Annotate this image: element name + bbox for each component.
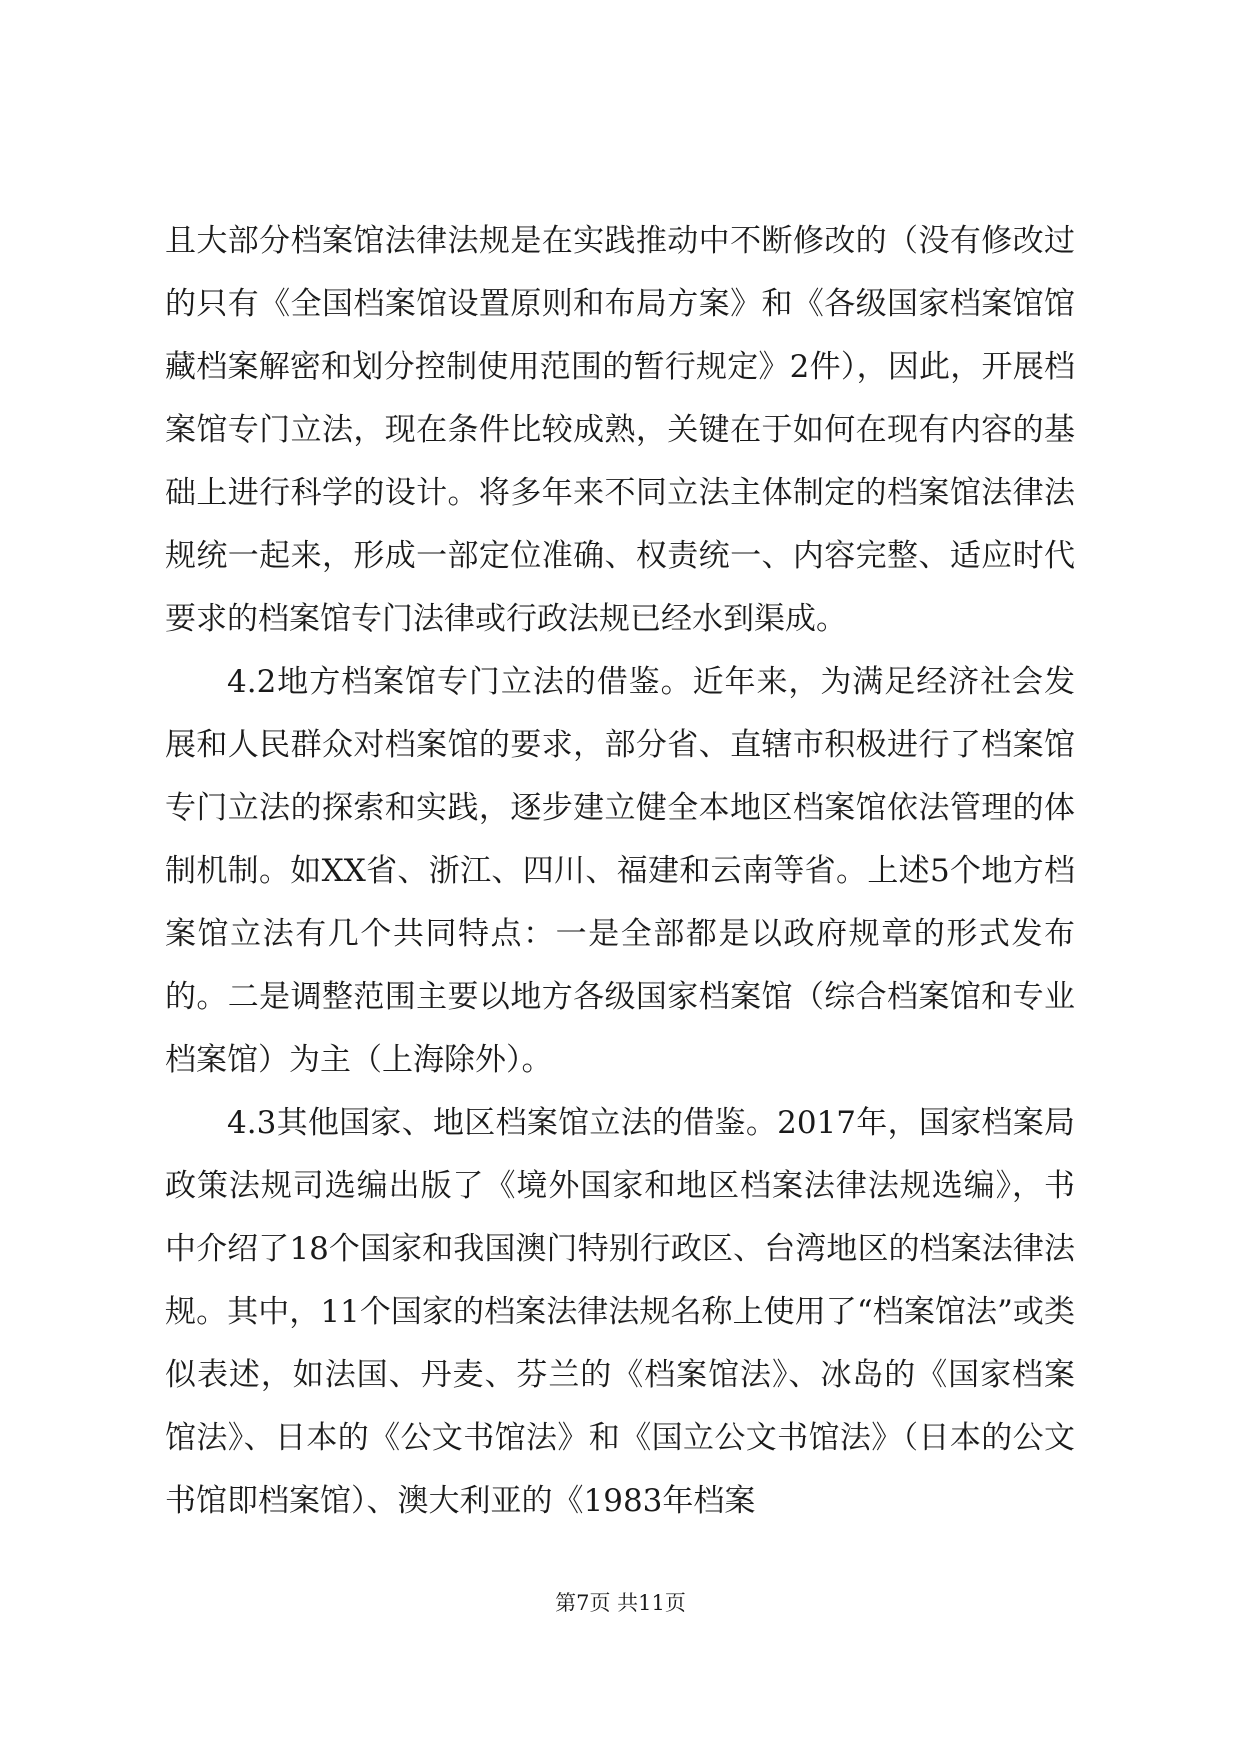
paragraph-continuation: 且大部分档案馆法律法规是在实践推动中不断修改的（没有修改过的只有《全国档案馆设置原则和布局方案》和《各级国家档案馆馆藏档案解密和划分控制使用范围的暂行规定》2件），因此，开展档案馆专门立法，现在条件比较成熟，关键在于如何在现有内容的基础上进行科学的设计。将多年来不同立法主体制定的档案馆法律法规统一起来，形成一部定位准确、权责统一、内容完整、适应时代要求的档案馆专门法律或行政法规已经水到渠成。	[165, 223, 1075, 637]
page-number-footer: 第7页 共11页	[555, 1591, 686, 1615]
document-body	[165, 210, 1075, 1533]
paragraph-section-4-2: 4.2地方档案馆专门立法的借鉴。近年来，为满足经济社会发展和人民群众对档案馆的要求，部分省、直辖市积极进行了档案馆专门立法的探索和实践，逐步建立健全本地区档案馆依法管理的体制机制。如XX省、浙江、四川、福建和云南等省。上述5个地方档案馆立法有几个共同特点：一是全部都是以政府规章的形式发布的。二是调整范围主要以地方各级国家档案馆（综合档案馆和专业档案馆）为主（上海除外）。	[165, 664, 1075, 1078]
paragraph-section-4-3: 4.3其他国家、地区档案馆立法的借鉴。2017年，国家档案局政策法规司选编出版了《境外国家和地区档案法律法规选编》，书中介绍了18个国家和我国澳门特别行政区、台湾地区的档案法律法规。其中，11个国家的档案法律法规名称上使用了“档案馆法”或类似表述，如法国、丹麦、芬兰的《档案馆法》、冰岛的《国家档案馆法》、日本的《公文书馆法》和《国立公文书馆法》（日本的公文书馆即档案馆）、澳大利亚的《1983年档案	[165, 1105, 1075, 1519]
